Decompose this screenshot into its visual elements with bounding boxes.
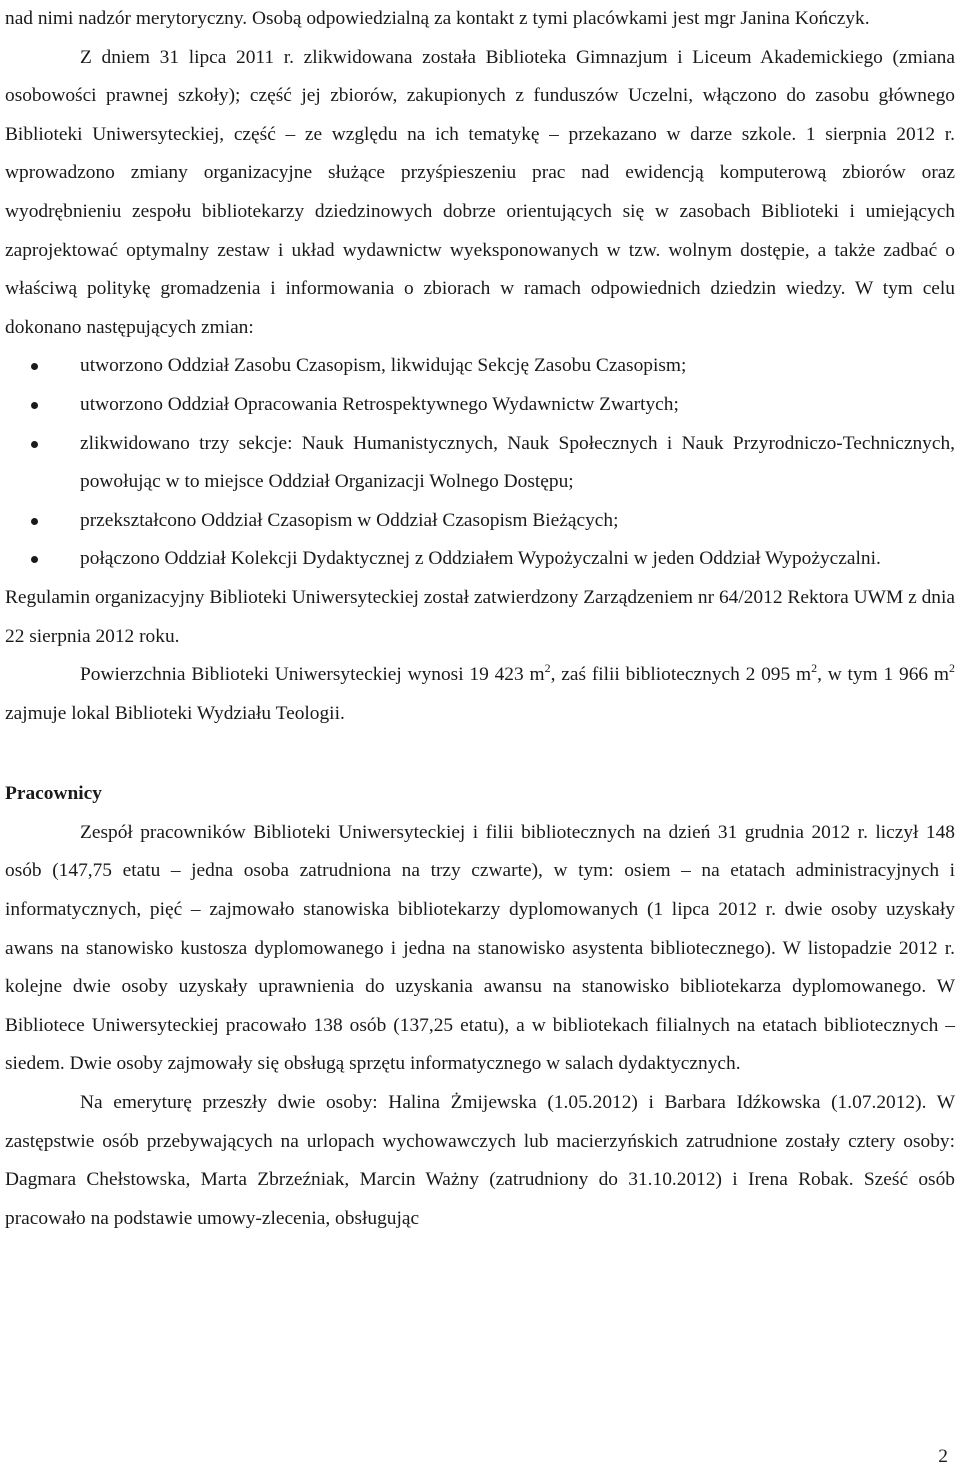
paragraph-area: Powierzchnia Biblioteki Uniwersyteckiej wynosi 19 423 $m^2$, zaś filii bibliotecznych 2 095 $m^2$, w tym 1 966 $m^2$ zajmuje lokal Biblioteki Wydziału Teologii. bbox=[5, 661, 955, 724]
list-item: utworzono Oddział Zasobu Czasopism, likwidując Sekcję Zasobu Czasopism; bbox=[5, 347, 955, 386]
paragraph-reorganization: Z dniem 31 lipca 2011 r. zlikwidowana została Biblioteka Gimnazjum i Liceum Akademickiego (zmiana osobowości prawnej szkoły); część jej zbiorów, zakupionych z funduszów Uczelni, włączono do zasobu głównego Biblioteki Uniwersyteckiej, część – ze względu na ich tematykę – przekazano w darze szkole. 1 sierpnia 2012 r. wprowadzono zmiany organizacyjne służące przyśpieszeniu prac nad ewidencją komputerową zbiorów oraz wyodrębnieniu zespołu bibliotekarzy dziedzinowych dobrze orientujących się w zasobach Biblioteki i umiejących zaprojektować optymalny zestaw i układ wydawnictw wyeksponowanych w tzw. wolnym dostępie, a także zadbać o właściwą politykę gromadzenia i informowania o zbiorach w ramach odpowiednich dziedzin wiedzy. W tym celu dokonano następujących zmian: bbox=[5, 46, 955, 338]
paragraph-staff: Zespół pracowników Biblioteki Uniwersyteckiej i filii bibliotecznych na dzień 31 grudnia 2012 r. liczył 148 osób (147,75 etatu – jedna osoba zatrudniona na trzy czwarte), w tym: osiem – na etatach administracyjnych i informatycznych, pięć – zajmowało stanowiska bibliotekarzy dyplomowanych (1 lipca 2012 r. dwie osoby uzyskały awans na stanowisko kustosza dyplomowanego i jedna na stanowisko asystenta bibliotecznego). W listopadzie 2012 r. kolejne dwie osoby uzyskały uprawnienia do uzyskania awansu na stanowisko bibliotekarza dyplomowanego. W Bibliotece Uniwersyteckiej pracowało 138 osób (137,25 etatu), a w bibliotekach filialnych na etatach bibliotecznych – siedem. Dwie osoby zajmowały się obsługą sprzętu informatycznego w salach dydaktycznych. bbox=[5, 821, 955, 1075]
list-item: utworzono Oddział Opracowania Retrospektywnego Wydawnictw Zwartych; bbox=[5, 386, 955, 425]
paragraph-contact: nad nimi nadzór merytoryczny. Osobą odpowiedzialną za kontakt z tymi placówkami jest mgr Janina Kończyk. bbox=[5, 8, 870, 29]
page-number: 2 bbox=[938, 1446, 948, 1467]
paragraph-retirements: Na emeryturę przeszły dwie osoby: Halina Żmijewska (1.05.2012) i Barbara Idźkowska (1.07.2012). W zastępstwie osób przebywających na urlopach wychowawczych lub macierzyńskich zatrudnione zostały cztery osoby: Dagmara Chełstowska, Marta Zbrzeźniak, Marcin Ważny (zatrudniony do 31.10.2012) i Irena Robak. Sześć osób pracowało na podstawie umowy-zlecenia, obsługując bbox=[5, 1092, 955, 1229]
bullet-icon bbox=[31, 518, 38, 525]
paragraph-regulations: Regulamin organizacyjny Biblioteki Uniwersyteckiej został zatwierdzony Zarządzeniem nr 64/2012 Rektora UWM z dnia 22 sierpnia 2012 roku. bbox=[5, 586, 955, 647]
bullet-icon bbox=[31, 363, 38, 370]
section-heading: Pracownicy bbox=[5, 783, 102, 805]
document-page bbox=[5, 0, 955, 1238]
list-item: przekształcono Oddział Czasopism w Oddział Czasopism Bieżących; bbox=[5, 502, 955, 541]
changes-list bbox=[5, 347, 955, 579]
list-item: połączono Oddział Kolekcji Dydaktycznej z Oddziałem Wypożyczalni w jeden Oddział Wypożyczalni. bbox=[5, 540, 955, 579]
bullet-icon bbox=[31, 402, 38, 409]
bullet-icon bbox=[31, 441, 38, 448]
list-item: zlikwidowano trzy sekcje: Nauk Humanistycznych, Nauk Społecznych i Nauk Przyrodniczo-Technicznych, powołując w to miejsce Oddział Organizacji Wolnego Dostępu; bbox=[5, 425, 955, 502]
bullet-icon bbox=[31, 556, 38, 563]
